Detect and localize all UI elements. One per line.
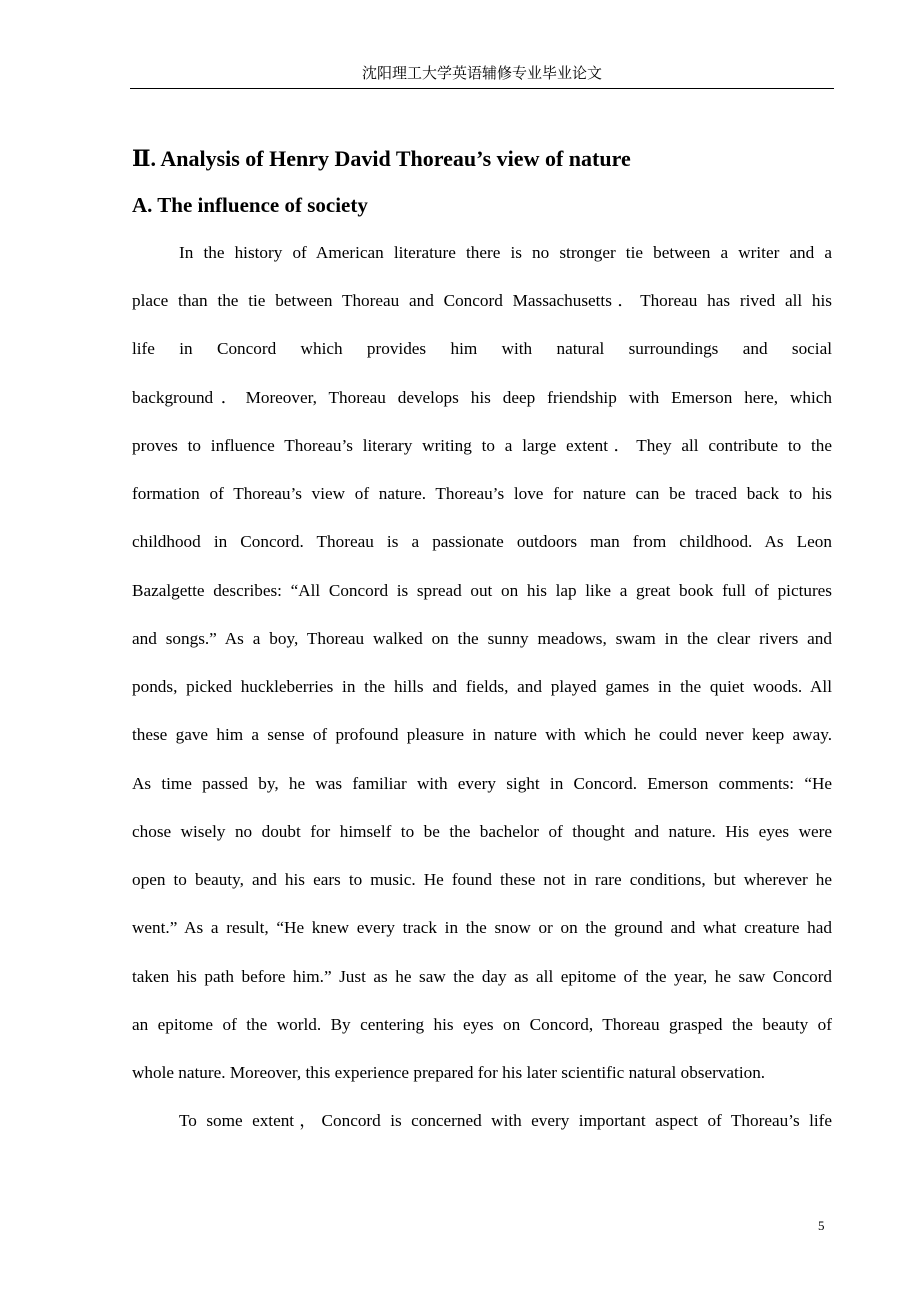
paragraph-line: whole nature. Moreover, this experience prepared for his later scientific natural observation. bbox=[132, 1063, 766, 1082]
paragraph-line: ponds, picked huckleberries in the hills and fields, and played games in the quiet woods. All bbox=[132, 677, 832, 696]
paragraph-line: place than the tie between Thoreau and Concord Massachusetts．Thoreau has rived all his bbox=[132, 291, 832, 310]
header-divider bbox=[130, 88, 834, 89]
paragraph-line: In the history of American literature there is no stronger tie between a writer and a bbox=[179, 243, 832, 262]
paragraph-line: proves to influence Thoreau’s literary writing to a large extent．They all contribute to the bbox=[132, 436, 832, 455]
paragraph-line: To some extent，Concord is concerned with every important aspect of Thoreau’s life bbox=[179, 1111, 832, 1130]
paragraph-line: taken his path before him.” Just as he saw the day as all epitome of the year, he saw Concord bbox=[132, 967, 832, 986]
paragraph-line: open to beauty, and his ears to music. He found these not in rare conditions, but wherever he bbox=[132, 870, 832, 889]
subsection-heading: A. The influence of society bbox=[132, 193, 368, 217]
section-heading: Ⅱ. Analysis of Henry David Thoreau’s view of nature bbox=[132, 146, 631, 171]
page-number: 5 bbox=[818, 1218, 825, 1233]
paragraph-line: and songs.” As a boy, Thoreau walked on the sunny meadows, swam in the clear rivers and bbox=[132, 629, 832, 648]
paragraph-line: Bazalgette describes: “All Concord is spread out on his lap like a great book full of pictures bbox=[132, 581, 832, 600]
paragraph-line: went.” As a result, “He knew every track in the snow or on the ground and what creature had bbox=[132, 918, 832, 937]
paragraph-line: childhood in Concord. Thoreau is a passionate outdoors man from childhood. As Leon bbox=[132, 532, 832, 551]
page-header-title: 沈阳理工大学英语辅修专业毕业论文 bbox=[361, 66, 602, 82]
paragraph-line: life in Concord which provides him with natural surroundings and social bbox=[132, 339, 832, 358]
paragraph-line: an epitome of the world. By centering his eyes on Concord, Thoreau grasped the beauty of bbox=[132, 1015, 832, 1034]
paragraph-line: chose wisely no doubt for himself to be the bachelor of thought and nature. His eyes were bbox=[132, 822, 832, 841]
paragraph-line: formation of Thoreau’s view of nature. Thoreau’s love for nature can be traced back to his bbox=[132, 484, 832, 503]
paragraph-line: background．Moreover, Thoreau develops his deep friendship with Emerson here, which bbox=[132, 388, 832, 407]
paragraph-line: these gave him a sense of profound pleasure in nature with which he could never keep away. bbox=[132, 725, 832, 744]
paragraph-line: As time passed by, he was familiar with every sight in Concord. Emerson comments: “He bbox=[132, 774, 832, 793]
